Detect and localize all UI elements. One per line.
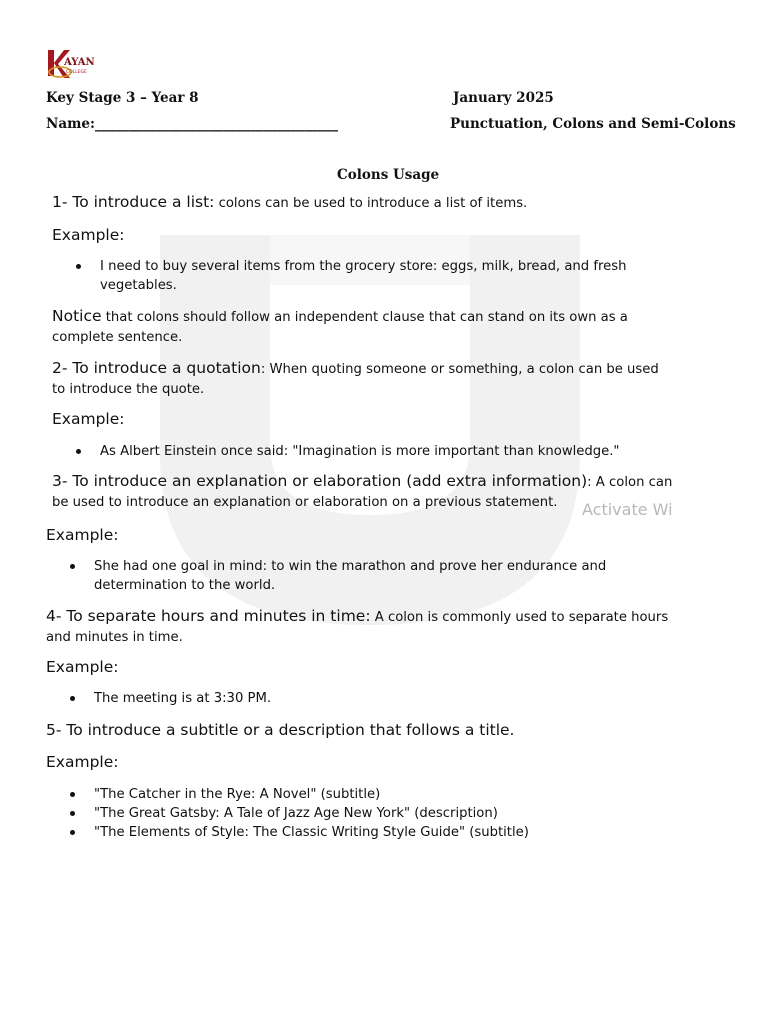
section-4-paragraph [46,606,686,648]
section-1-paragraph [52,192,672,214]
logo-subtext: COLLEGE [66,70,87,75]
section-4-example-label: Example: [46,658,119,676]
subject-label: Punctuation, Colons and Semi-Colons [450,116,736,132]
section-2-heading: 2- To introduce a quotation [52,359,261,377]
section-1-bullets [76,257,676,295]
section-3-heading: 3- To introduce an explanation or elaboration (add extra information) [52,472,588,490]
section-4-bullets [70,689,650,708]
name-field-label: Name:____________________________________ [46,116,338,132]
list-item: "The Great Gatsby: A Tale of Jazz Age New York" (description) [70,804,650,823]
notice-text: that colons should follow an independent clause that can stand on its own as a complete sentence. [52,310,628,345]
list-item: "The Elements of Style: The Classic Writing Style Guide" (subtitle) [70,823,650,842]
section-1-heading: 1- To introduce a list: [52,193,215,211]
list-item: "The Catcher in the Rye: A Novel" (subtitle) [70,785,650,804]
section-1-notice [52,306,680,348]
section-2-paragraph [52,358,672,400]
section-2-bullets [76,442,696,461]
notice-word: Notice [52,307,102,325]
section-4-text: A colon is commonly used to separate hours and minutes in time. [46,610,669,645]
list-item: I need to buy several items from the grocery store: eggs, milk, bread, and fresh vegetables. [76,257,676,295]
section-2-example-label: Example: [52,410,125,428]
section-4-heading: 4- To separate hours and minutes in time: [46,607,371,625]
page-title: Colons Usage [337,167,440,183]
section-2-text: : When quoting someone or something, a colon can be used to introduce the quote. [52,362,659,397]
kayan-college-logo [44,46,104,82]
date-label: January 2025 [453,90,554,106]
section-3-example-label: Example: [46,526,119,544]
section-5-example-label: Example: [46,753,119,771]
section-5-bullets [70,785,650,842]
activate-windows-watermark: Activate Wi [582,500,673,519]
logo-text: AYAN [64,57,95,68]
list-item: The meeting is at 3:30 PM. [70,689,650,708]
list-item: As Albert Einstein once said: "Imagination is more important than knowledge." [76,442,696,461]
list-item: She had one goal in mind: to win the marathon and prove her endurance and determination to the world. [70,557,650,595]
section-3-text: : A colon can be used to introduce an explanation or elaboration on a previous statement. [52,475,673,510]
section-3-bullets [70,557,650,595]
key-stage-label: Key Stage 3 – Year 8 [46,90,199,106]
section-1-example-label: Example: [52,226,125,244]
section-1-text: colons can be used to introduce a list of items. [214,196,528,211]
section-5-heading: 5- To introduce a subtitle or a description that follows a title. [46,721,515,739]
